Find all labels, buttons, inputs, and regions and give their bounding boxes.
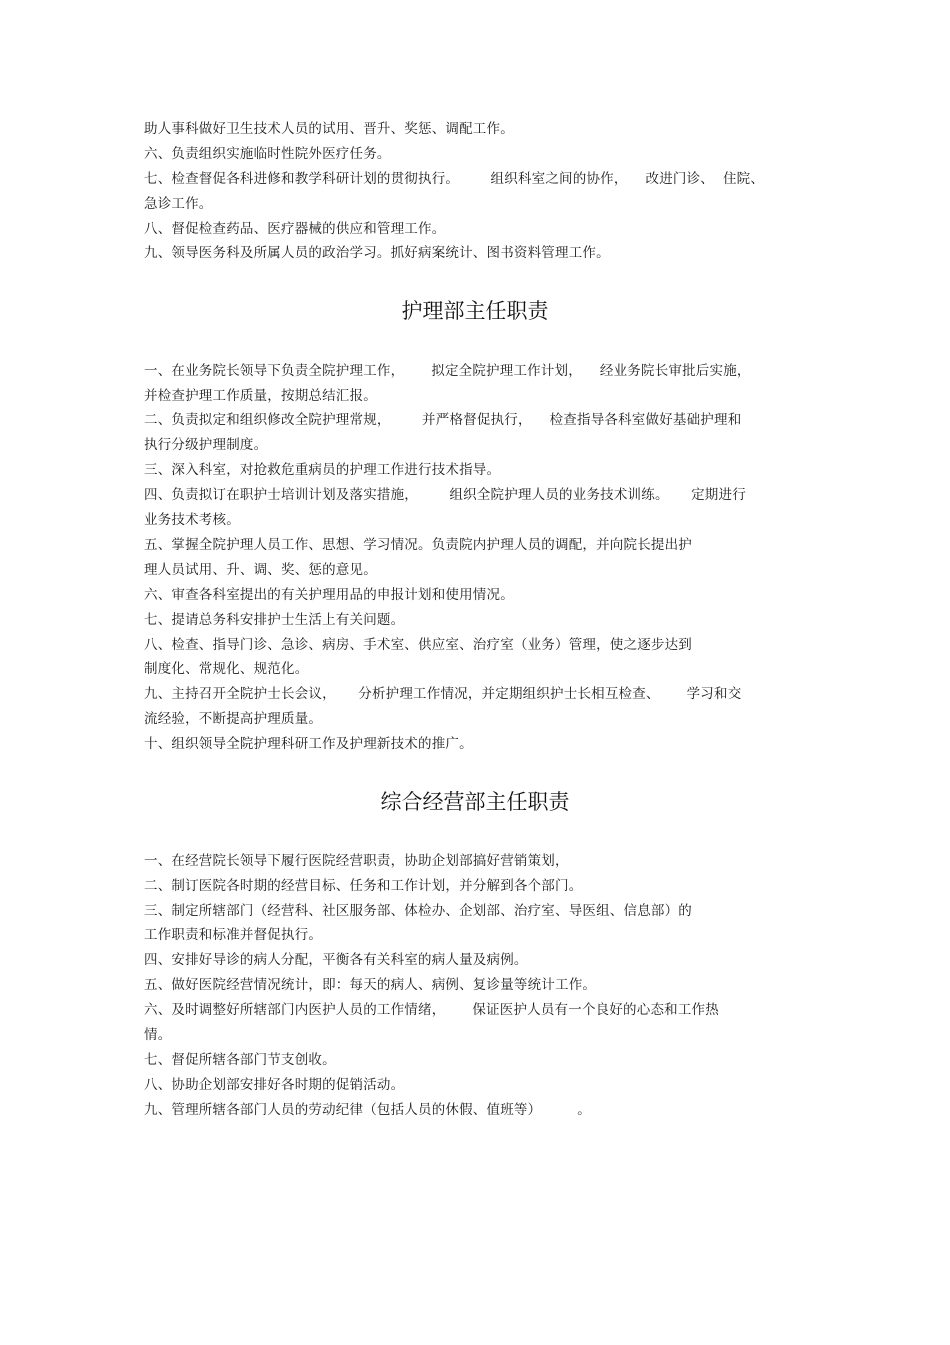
text-line: 九、管理所辖各部门人员的劳动纪律（包括人员的休假、值班等） 。 bbox=[144, 1102, 591, 1118]
text-line: 九、主持召开全院护士长会议， 分析护理工作情况，并定期组织护士长相互检查、 学习和交 bbox=[144, 686, 742, 702]
text-line: 四、负责拟订在职护士培训计划及落实措施， 组织全院护理人员的业务技术训练。 定期进行 bbox=[144, 487, 746, 503]
text-line: 业务技术考核。 bbox=[144, 512, 240, 528]
text-line: 助人事科做好卫生技术人员的试用、晋升、奖惩、调配工作。 bbox=[144, 121, 514, 137]
text-line: 十、组织领导全院护理科研工作及护理新技术的推广。 bbox=[144, 736, 473, 752]
text-line: 七、检查督促各科进修和教学科研计划的贯彻执行。 组织科室之间的协作， 改进门诊、 住院、 bbox=[144, 171, 765, 187]
text-line: 九、领导医务科及所属人员的政治学习。抓好病案统计、图书资料管理工作。 bbox=[144, 245, 610, 261]
text-line: 流经验，不断提高护理质量。 bbox=[144, 711, 323, 727]
text-line: 急诊工作。 bbox=[144, 196, 213, 212]
text-line: 执行分级护理制度。 bbox=[144, 437, 268, 453]
text-line: 三、深入科室，对抢救危重病员的护理工作进行技术指导。 bbox=[144, 462, 501, 478]
section-title-nursing: 护理部主任职责 bbox=[401, 299, 549, 323]
text-line: 六、负责组织实施临时性院外医疗任务。 bbox=[144, 146, 391, 162]
text-line: 六、及时调整好所辖部门内医护人员的工作情绪， 保证医护人员有一个良好的心态和工作热 bbox=[144, 1002, 719, 1018]
text-line: 情。 bbox=[144, 1027, 172, 1043]
section-title-business: 综合经营部主任职责 bbox=[380, 790, 570, 814]
text-line: 二、负责拟定和组织修改全院护理常规， 并严格督促执行， 检查指导各科室做好基础护理和 bbox=[144, 412, 742, 428]
text-line: 七、督促所辖各部门节支创收。 bbox=[144, 1052, 336, 1068]
text-line: 七、提请总务科安排护士生活上有关问题。 bbox=[144, 612, 405, 628]
text-line: 八、检查、指导门诊、急诊、病房、手术室、供应室、治疗室（业务）管理，使之逐步达到 bbox=[144, 637, 692, 653]
text-line: 工作职责和标准并督促执行。 bbox=[144, 927, 323, 943]
text-line: 三、制定所辖部门（经营科、社区服务部、体检办、企划部、治疗室、导医组、信息部）的 bbox=[144, 903, 692, 919]
text-line: 并检查护理工作质量，按期总结汇报。 bbox=[144, 388, 377, 404]
text-line: 四、安排好导诊的病人分配，平衡各有关科室的病人量及病例。 bbox=[144, 952, 528, 968]
text-line: 八、督促检查药品、医疗器械的供应和管理工作。 bbox=[144, 221, 446, 237]
text-line: 制度化、常规化、规范化。 bbox=[144, 661, 309, 677]
text-line: 八、协助企划部安排好各时期的促销活动。 bbox=[144, 1077, 405, 1093]
text-line: 二、制订医院各时期的经营目标、任务和工作计划，并分解到各个部门。 bbox=[144, 878, 583, 894]
text-line: 六、审查各科室提出的有关护理用品的申报计划和使用情况。 bbox=[144, 587, 514, 603]
text-line: 五、做好医院经营情况统计，即：每天的病人、病例、复诊量等统计工作。 bbox=[144, 977, 597, 993]
text-line: 一、在经营院长领导下履行医院经营职责，协助企划部搞好营销策划， bbox=[144, 853, 569, 869]
text-line: 一、在业务院长领导下负责全院护理工作， 拟定全院护理工作计划， 经业务院长审批后实施， bbox=[144, 363, 751, 379]
text-line: 理人员试用、升、调、奖、惩的意见。 bbox=[144, 562, 377, 578]
text-line: 五、掌握全院护理人员工作、思想、学习情况。负责院内护理人员的调配，并向院长提出护 bbox=[144, 537, 692, 553]
